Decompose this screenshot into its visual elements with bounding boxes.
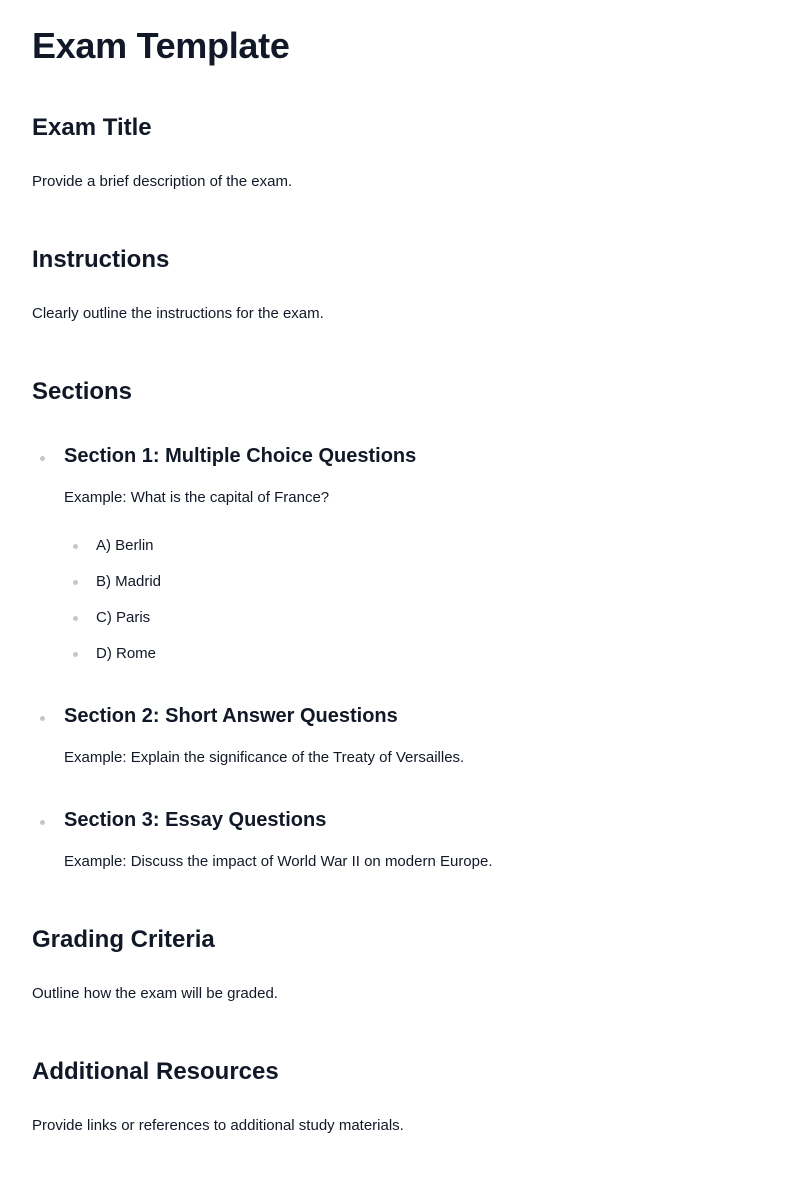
section-3-example: Example: Discuss the impact of World War II on modern Europe. [64, 853, 493, 870]
option-bullet [73, 580, 78, 585]
section-1-example: Example: What is the capital of France? [64, 489, 330, 506]
section-1-heading: Section 1: Multiple Choice Questions [64, 445, 417, 467]
list-bullet [40, 716, 45, 721]
option-c: C) Paris [96, 609, 151, 626]
page-title: Exam Template [32, 25, 290, 66]
resources-heading: Additional Resources [32, 1058, 279, 1085]
option-a: A) Berlin [96, 537, 154, 554]
sections-heading: Sections [32, 378, 133, 405]
instructions-heading: Instructions [32, 246, 170, 273]
section-3-heading: Section 3: Essay Questions [64, 809, 327, 831]
exam-title-heading: Exam Title [32, 114, 152, 141]
section-2-heading: Section 2: Short Answer Questions [64, 705, 398, 727]
list-bullet [40, 456, 45, 461]
option-bullet [73, 616, 78, 621]
grading-text: Outline how the exam will be graded. [32, 985, 278, 1002]
option-d: D) Rome [96, 645, 157, 662]
resources-text: Provide links or references to additional study materials. [32, 1117, 404, 1134]
instructions-text: Clearly outline the instructions for the exam. [32, 305, 324, 322]
option-b: B) Madrid [96, 573, 162, 590]
grading-heading: Grading Criteria [32, 926, 215, 953]
list-bullet [40, 820, 45, 825]
option-bullet [73, 544, 78, 549]
option-bullet [73, 652, 78, 657]
exam-title-text: Provide a brief description of the exam. [32, 173, 293, 190]
section-2-example: Example: Explain the significance of the Treaty of Versailles. [64, 749, 465, 766]
